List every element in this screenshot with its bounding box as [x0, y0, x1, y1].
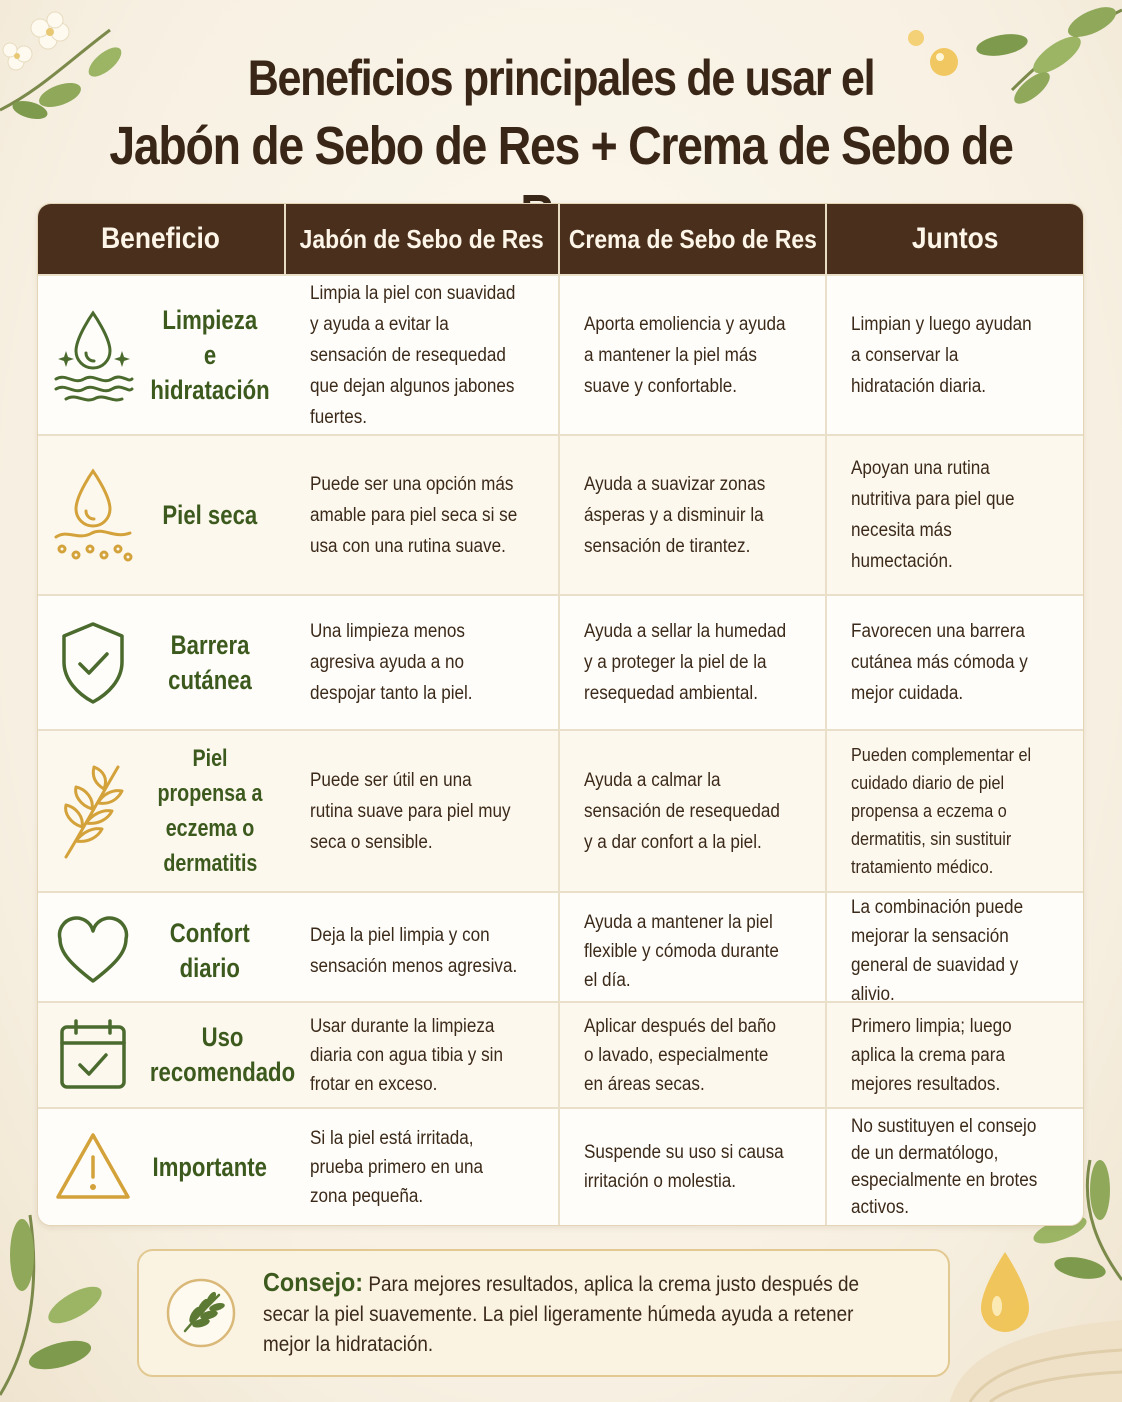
water-drop-icon	[52, 305, 134, 405]
benefit-cell	[38, 731, 286, 891]
benefit-cell	[38, 893, 286, 1009]
table-row	[38, 891, 1083, 1005]
header-beneficio: Beneficio	[38, 204, 286, 274]
juntos-cell: Primero limpia; luego aplica la crema para mejores resultados.	[851, 1015, 1012, 1095]
jabon-cell: Deja la piel limpia y con sensación menos agresiva.	[286, 893, 560, 1009]
table-row	[38, 1107, 1083, 1225]
leaf-sprig-icon	[165, 1277, 237, 1349]
benefit-cell	[38, 1003, 296, 1107]
shield-check-icon	[52, 618, 134, 708]
tip-box	[137, 1249, 950, 1377]
jabon-cell: Limpia la piel con suavidad y ayuda a evitar la sensación de resequedad que dejan algunos jabones fuertes.	[286, 276, 560, 434]
tip-label: Consejo:	[263, 1266, 364, 1297]
table-row	[38, 729, 1083, 891]
title-line-2: Jabón de Sebo de Res + Crema de Sebo de	[109, 116, 1013, 176]
jabon-cell: Puede ser una opción más amable para piel seca si se usa con una rutina suave.	[286, 436, 560, 594]
benefit-cell	[38, 276, 286, 434]
juntos-cell: Favorecen una barrera cutánea más cómoda y mejor cuidada.	[851, 621, 1028, 704]
towel-icon	[930, 1300, 1122, 1402]
leaf-branch-icon	[52, 761, 134, 861]
header-jabon: Jabón de Sebo de Res	[286, 204, 560, 274]
juntos-cell: La combinación puede mejorar la sensación general de suavidad y alivio.	[851, 897, 1024, 1005]
header-crema: Crema de Sebo de Res	[560, 204, 827, 274]
jabon-cell: Usar durante la limpieza diaria con agua tibia y sin frotar en exceso.	[286, 1003, 560, 1107]
benefit-label: Uso recomendado	[149, 1022, 296, 1087]
header-juntos: Juntos	[911, 222, 999, 255]
crema-cell: Aporta emoliencia y ayuda a mantener la piel más suave y confortable.	[560, 276, 827, 434]
juntos-cell: No sustituyen el consejo de un dermatólogo, especialmente en brotes activos.	[851, 1116, 1038, 1218]
benefit-label: Confort diario	[170, 918, 250, 983]
juntos-cell: Limpian y luego ayudan a conservar la hidratación diaria.	[851, 313, 1032, 397]
warning-icon	[52, 1127, 134, 1207]
benefit-label: Piel propensa a eczema o dermatitis	[157, 745, 263, 877]
benefit-label: Importante	[152, 1151, 268, 1182]
benefit-label: Limpieza e hidratación	[150, 304, 270, 405]
oil-drop-icon	[975, 1248, 1035, 1338]
juntos-cell: Apoyan una rutina nutritiva para piel que necesita más humectación.	[851, 458, 1015, 572]
crema-cell: Ayuda a sellar la humedad y a proteger la piel de la resequedad ambiental.	[560, 596, 827, 729]
tip-body: Para mejores resultados, aplica la crema justo después de secar la piel suavemente. La piel ligeramente húmeda ayuda a retener mejor la hidratación.	[263, 1272, 859, 1356]
benefit-label: Barrera cutánea	[168, 629, 252, 695]
calendar-check-icon	[52, 1015, 134, 1095]
tip-text	[263, 1267, 880, 1360]
heart-icon	[52, 911, 134, 991]
table-header	[38, 204, 1083, 274]
table-row	[38, 1001, 1083, 1107]
table-row	[38, 594, 1083, 729]
benefit-cell	[38, 1109, 286, 1225]
jabon-cell: Puede ser útil en una rutina suave para piel muy seca o sensible.	[286, 731, 560, 891]
jabon-cell: Si la piel está irritada, prueba primero en una zona pequeña.	[286, 1109, 560, 1225]
crema-cell: Ayuda a suavizar zonas ásperas y a disminuir la sensación de tirantez.	[560, 436, 827, 594]
dry-skin-drop-icon	[52, 465, 134, 565]
crema-cell: Suspende su uso si causa irritación o molestia.	[560, 1109, 827, 1225]
crema-cell: Ayuda a mantener la piel flexible y cómoda durante el día.	[560, 893, 827, 1009]
table-row	[38, 434, 1083, 594]
leaf-bottom-left-icon	[0, 1195, 130, 1402]
table-row	[38, 274, 1083, 434]
crema-cell: Ayuda a calmar la sensación de resequedad y a dar confort a la piel.	[560, 731, 827, 891]
table-body	[38, 274, 1083, 1225]
crema-cell: Aplicar después del baño o lavado, especialmente en áreas secas.	[560, 1003, 827, 1107]
benefits-table	[37, 203, 1084, 1226]
benefit-label: Piel seca	[162, 499, 258, 530]
jabon-cell: Una limpieza menos agresiva ayuda a no despojar tanto la piel.	[286, 596, 560, 729]
benefit-cell	[38, 596, 286, 729]
benefit-cell	[38, 436, 286, 594]
title-line-1: Beneficios principales de usar el	[247, 50, 875, 106]
juntos-cell: Pueden complementar el cuidado diario de piel propensa a eczema o dermatitis, sin sustituir tratamiento médico.	[851, 745, 1032, 877]
